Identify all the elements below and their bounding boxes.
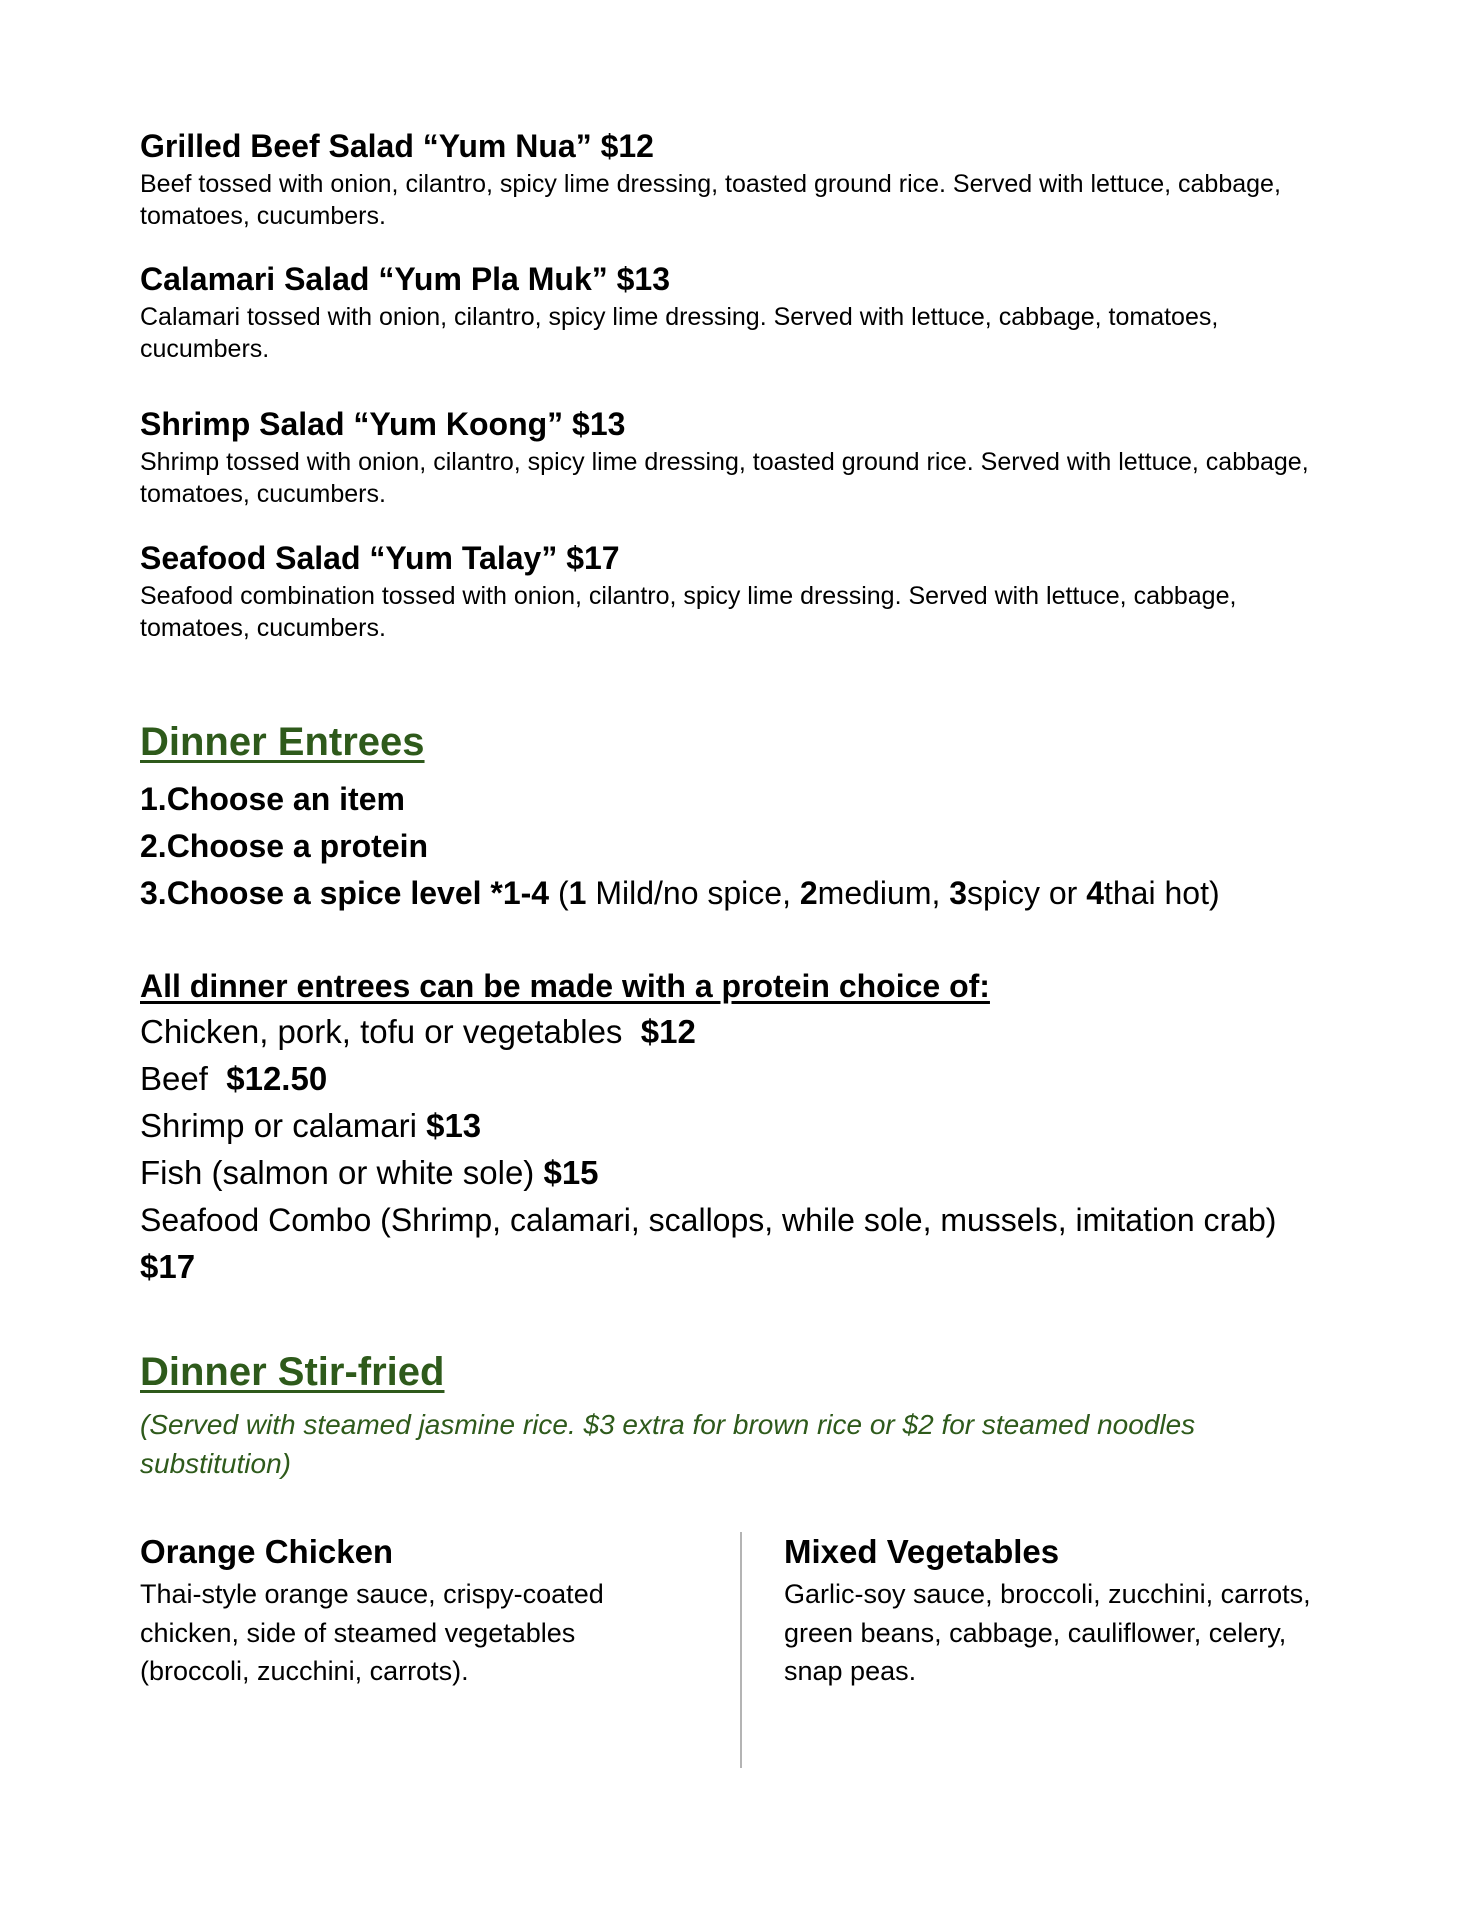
protein-price: $17 [140, 1248, 196, 1285]
protein-row-seafood-combo-price [140, 1247, 195, 1287]
stir-fried-item-orange-chicken [140, 1532, 660, 1691]
spice-open-paren: ( [557, 875, 569, 911]
stir-fried-item-mixed-vegetables [784, 1532, 1344, 1691]
step-3-label: 3.Choose a spice level [140, 875, 482, 911]
column-divider [740, 1532, 742, 1768]
spice-level-3-text: spicy or [967, 875, 1087, 911]
salad-title-calamari: Calamari Salad “Yum Pla Muk” $13 [140, 261, 671, 297]
step-choose-item [140, 779, 405, 819]
protein-row-seafood-combo [140, 1200, 1276, 1240]
protein-choice-heading: All dinner entrees can be made with a protein choice of: [140, 968, 990, 1004]
section-heading-dinner-entrees: Dinner Entrees [140, 720, 425, 764]
step-choose-protein [140, 826, 428, 866]
step-1-label: 1.Choose an item [140, 781, 405, 817]
protein-row-shrimp-calamari [140, 1106, 481, 1146]
salad-description-calamari: Calamari tossed with onion, cilantro, spicy lime dressing. Served with lettuce, cabbage, tomatoes, cucumbers. [140, 303, 1219, 363]
protein-price: $12 [640, 1013, 696, 1050]
item-description: Garlic-soy sauce, broccoli, zucchini, carrots, green beans, cabbage, cauliflower, celery, snap peas. [784, 1579, 1311, 1686]
section-heading-dinner-stir-fried: Dinner Stir-fried [140, 1350, 445, 1394]
spice-level-3-number: 3 [949, 875, 968, 911]
step-choose-spice-level [140, 873, 1220, 913]
protein-row-fish [140, 1153, 599, 1193]
protein-label: Seafood Combo (Shrimp, calamari, scallops, while sole, mussels, imitation crab) [140, 1202, 1277, 1238]
spice-level-2-text: medium, [817, 875, 950, 911]
spice-level-1-number: 1 [568, 875, 587, 911]
protein-price: $15 [543, 1154, 599, 1191]
salad-title-seafood: Seafood Salad “Yum Talay” $17 [140, 540, 620, 576]
protein-label: Fish (salmon or white sole) [140, 1154, 535, 1191]
salad-title-shrimp: Shrimp Salad “Yum Koong” $13 [140, 406, 626, 442]
protein-label: Beef [140, 1060, 218, 1097]
item-title: Mixed Vegetables [784, 1533, 1060, 1570]
spice-level-4-text: thai hot) [1103, 875, 1220, 911]
protein-row-chicken [140, 1012, 696, 1052]
step-2-label: 2.Choose a protein [140, 828, 429, 864]
spice-level-1-text: Mild/no spice, [586, 875, 800, 911]
spice-range: *1-4 [490, 875, 550, 911]
protein-price: $13 [426, 1107, 482, 1144]
spice-level-2-number: 2 [799, 875, 818, 911]
stir-fried-rice-note: (Served with steamed jasmine rice. $3 extra for brown rice or $2 for steamed noodles substitution) [140, 1409, 1196, 1479]
spice-level-4-number: 4 [1086, 875, 1104, 911]
salad-description-beef: Beef tossed with onion, cilantro, spicy lime dressing, toasted ground rice. Served with lettuce, cabbage, tomatoes, cucumbers. [140, 170, 1281, 230]
salad-description-seafood: Seafood combination tossed with onion, cilantro, spicy lime dressing. Served with lettuce, cabbage, tomatoes, cucumbers. [140, 582, 1237, 642]
item-description: Thai-style orange sauce, crispy-coated chicken, side of steamed vegetables (broccoli, zucchini, carrots). [140, 1579, 604, 1686]
salad-title-beef: Grilled Beef Salad “Yum Nua” $12 [140, 128, 654, 164]
protein-label: Shrimp or calamari [140, 1107, 417, 1144]
protein-price: $12.50 [226, 1060, 328, 1097]
protein-row-beef [140, 1059, 327, 1099]
salad-description-shrimp: Shrimp tossed with onion, cilantro, spicy lime dressing, toasted ground rice. Served with lettuce, cabbage, tomatoes, cucumbers. [140, 448, 1309, 508]
protein-label: Chicken, pork, tofu or vegetables [140, 1013, 632, 1050]
item-title: Orange Chicken [140, 1533, 394, 1570]
